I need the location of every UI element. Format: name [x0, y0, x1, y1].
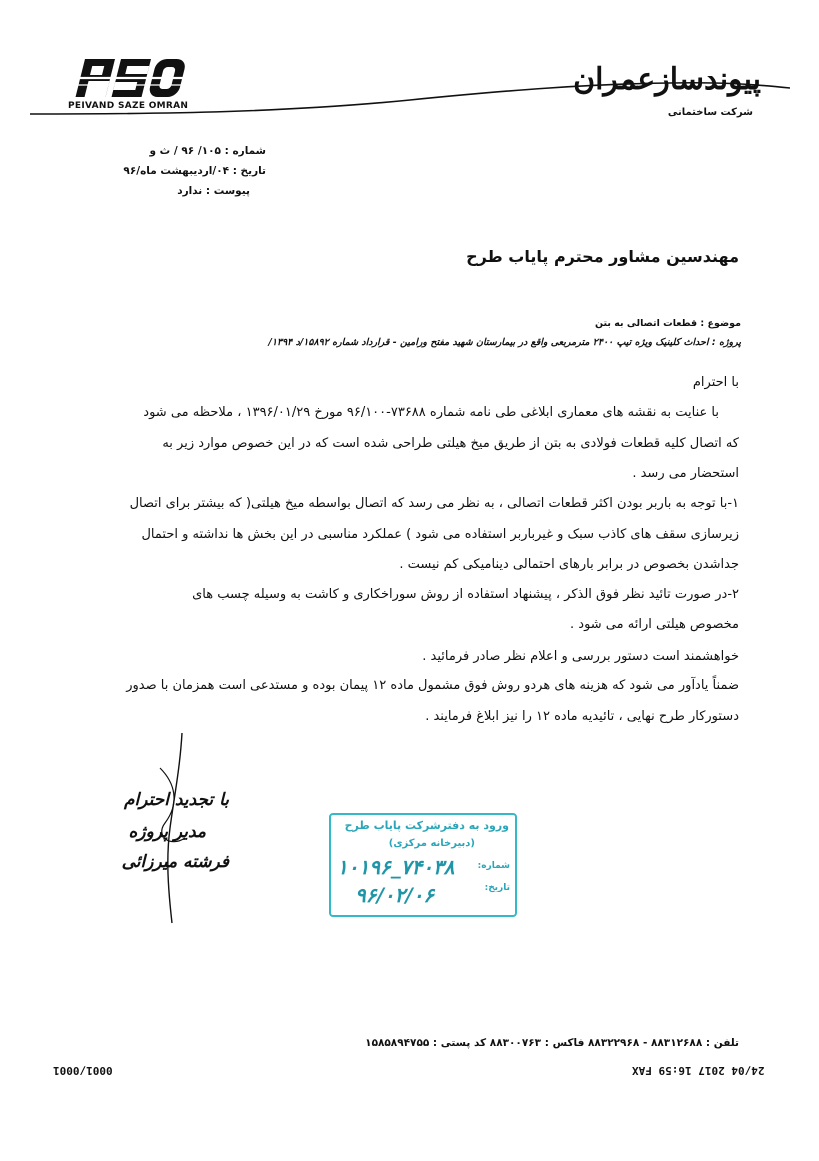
addressee: مهندسین مشاور محترم پایاب طرح: [466, 247, 739, 266]
received-stamp: [329, 813, 517, 917]
stamp-date-label: تاریخ:: [484, 883, 510, 893]
body-line: ضمناً یادآور می شود که هزینه های هردو روش فوق مشمول ماده ۱۲ پیمان بوده و مستدعی است همزمان با صدور: [126, 678, 739, 693]
stamp-subtitle: (دبیرخانه مرکزی): [388, 838, 475, 849]
salutation: با احترام: [692, 375, 739, 390]
body-line: ۲-در صورت تائید نظر فوق الذکر ، پیشنهاد استفاده از روش سوراخکاری و کاشت به وسیله چسب های: [192, 587, 739, 602]
body-line: خواهشمند است دستور بررسی و اعلام نظر صادر فرمائید .: [422, 649, 739, 664]
body-line: که اتصال کلیه قطعات فولادی به بتن از طریق میخ هیلتی طراحی شده است که در این خصوص موارد زیر به: [162, 436, 739, 451]
letter-date: تاریخ : ۰۴/اردیبهشت ماه/۹۶: [123, 165, 266, 177]
fax-header-page-count: 0001/0001: [53, 1064, 113, 1077]
brand-name: پیوندسازعمران: [573, 62, 761, 97]
body-line: با عنایت به نقشه های معماری ابلاغی طی نامه شماره ۷۳۶۸۸-۹۶/۱۰۰ مورخ ۱۳۹۶/۰۱/۲۹ ، ملاحظه می شود: [143, 405, 719, 420]
stamp-title: ورود به دفترشرکت پایاب طرح: [344, 819, 509, 832]
brand-subtitle: شرکت ساختمانی: [667, 107, 753, 118]
signature-closing: با تجدید احترام: [123, 790, 229, 810]
body-line: استحضار می رسد .: [632, 466, 739, 481]
signature-name: فرشته میرزائی: [121, 852, 229, 872]
body-line: ۱-با توجه به باربر بودن اکثر قطعات اتصالی ، به نظر می رسد که اتصال بواسطه میخ هیلتی( که بیشتر برای اتصال: [129, 496, 739, 511]
footer-contact: تلفن : ۸۸۳۱۲۶۸۸ - ۸۸۳۲۲۹۶۸ فاکس : ۸۸۳۰۰۷۶۳ کد پستی : ۱۵۸۵۸۹۴۷۵۵: [365, 1037, 739, 1049]
pso-logo-icon: [68, 55, 193, 101]
body-line: دستورکار طرح نهایی ، تائیدیه ماده ۱۲ را نیز ابلاغ فرمایند .: [425, 709, 739, 724]
letter-attachment: پیوست : ندارد: [177, 185, 250, 197]
logo-subtitle: PEIVAND SAZE OMRAN: [68, 101, 189, 111]
stamp-number-value: ۱۰۱۹۶_۷۴۰۳۸: [337, 855, 455, 879]
body-line: جداشدن بخصوص در برابر بارهای احتمالی دینامیکی کم نیست .: [399, 557, 739, 572]
fax-header-timestamp: 24/04 2017 16:59 FAX: [631, 1064, 764, 1077]
letter-number: شماره : ۱۰۵/ ۹۶ / ث و: [149, 145, 266, 157]
project-line: پروژه : احداث کلینیک ویژه تیپ ۲۴۰۰ مترمربعی واقع در بیمارستان شهید مفتح ورامین - قرارداد شماره ۱۵۸۹۲/د ۱۳۹۴/: [268, 337, 741, 348]
subject-line: موضوع : قطعات اتصالی به بتن: [594, 318, 741, 329]
signature-title: مدیر پروژه: [128, 822, 206, 842]
stamp-number-label: شماره:: [477, 861, 510, 871]
body-line: مخصوص هیلتی ارائه می شود .: [570, 617, 739, 632]
stamp-date-value: ۹۶/۰۲/۰۶: [355, 883, 435, 907]
body-line: زیرسازی سقف های کاذب سبک و غیرباربر استفاده می شود ) عملکرد مناسبی در این بخش ها نداشته و احتمال: [141, 527, 739, 542]
